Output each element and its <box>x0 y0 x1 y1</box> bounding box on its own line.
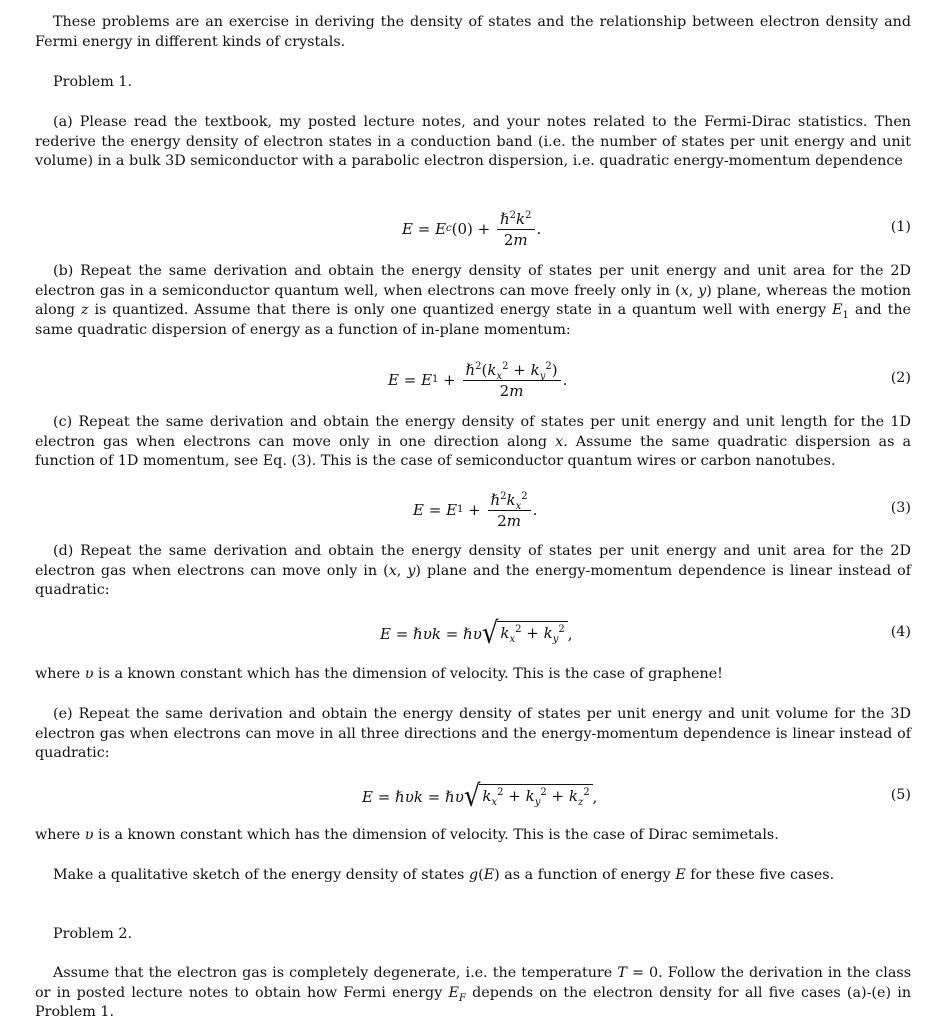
equation-4-number: (4) <box>890 624 911 640</box>
equation-2: E = E 1 + $\frac{\hbar^2(k_x^2 + k_y^2)}{2m}$ . (2) <box>388 360 911 400</box>
equation-3-number: (3) <box>890 500 911 516</box>
problem2-paragraph: Assume that the electron gas is completely degenerate, i.e. the temperature T = 0. Follow the derivation in the class or in posted lecture notes to obtain how Fermi energy $E_F$ depends on the electron density for all five cases (a)-(e) in Problem 1. <box>35 965 912 1021</box>
part-a-paragraph: (a) Please read the textbook, my posted lecture notes, and your notes related to the Fermi-Dirac statistics. Then rederive the energy density of electron states in a conduction band (i.e. the number of states per unit energy and unit volume) in a bulk 3D semiconductor with a parabolic electron dispersion, i.e. quadratic energy-momentum dependence <box>35 114 911 170</box>
part-c-paragraph: (c) Repeat the same derivation and obtain the energy density of states per unit energy and unit length for the 1D electron gas when electrons can move only in one direction along x. Assume the same quadratic dispersion as a function of 1D momentum, see Eq. (3). This is the case of semiconductor quantum wires or carbon nanotubes. <box>35 414 911 470</box>
equation-4: E = ℏ υk = ℏ υ √ $k_x^2 + k_y^2$ , (4) <box>380 616 911 652</box>
sketch-instruction: Make a qualitative sketch of the energy density of states g(E) as a function of energy E for these five cases. <box>53 867 835 883</box>
intro-paragraph: These problems are an exercise in deriving the density of states and the relationship between electron density and Fermi energy in different kinds of crystals. <box>35 14 911 50</box>
part-d-paragraph: (d) Repeat the same derivation and obtain the energy density of states per unit energy and unit area for the 2D electron gas when electrons can move only in (x, y) plane and the energy-momentum dependence is linear instead of quadratic: <box>35 543 912 599</box>
equation-2-number: (2) <box>890 370 911 386</box>
problem1-heading: Problem 1. <box>53 74 132 90</box>
part-b-paragraph: (b) Repeat the same derivation and obtain the energy density of states per unit energy and unit area for the 2D electron gas in a semiconductor quantum well, when electrons can move freely only in (x, y) plane, whereas the motion along z is quantized. Assume that there is only one quantized energy state in a quantum well with energy $E_1$ and the same quadratic dispersion of energy as a function of in-plane momentum: <box>35 263 912 339</box>
part-d-where: where υ is a known constant which has the dimension of velocity. This is the case of graphene! <box>35 666 723 682</box>
problem2-heading: Problem 2. <box>53 926 132 942</box>
equation-5: E = ℏ υk = ℏ υ √ $k_x^2 + k_y^2 + k_z^2$ , (5) <box>362 779 911 815</box>
equation-1-number: (1) <box>890 219 911 235</box>
part-e-paragraph: (e) Repeat the same derivation and obtain the energy density of states per unit energy and unit volume for the 3D electron gas when electrons can move in all three directions and the energy-momentum dependence is linear instead of quadratic: <box>35 706 911 762</box>
equation-1: E = E c (0) + $\frac{\hbar^2k^2}{2m}$ . (1) <box>402 209 911 249</box>
part-e-where: where υ is a known constant which has the dimension of velocity. This is the case of Dirac semimetals. <box>35 827 779 843</box>
equation-5-number: (5) <box>890 787 911 803</box>
equation-3: E = E 1 + $\frac{\hbar^2k_x^2}{2m}$ . (3) <box>413 490 911 530</box>
